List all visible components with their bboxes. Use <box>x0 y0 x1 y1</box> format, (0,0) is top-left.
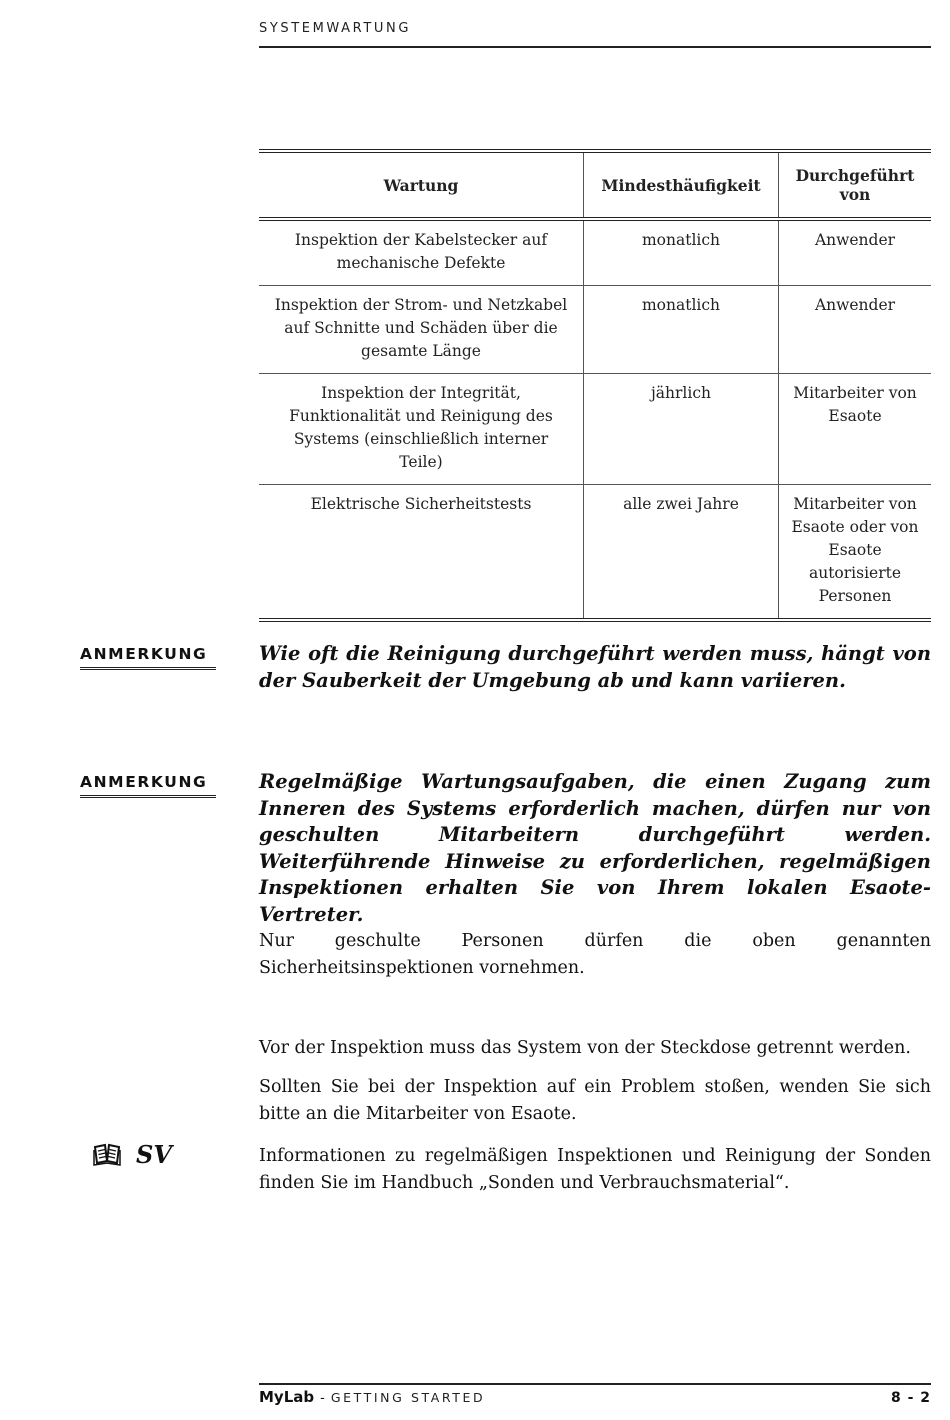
table-cell-performer: Mitarbeiter von Esaote oder von Esaote autorisierte Personen <box>779 485 932 621</box>
note-label: ANMERKUNG <box>80 773 216 798</box>
table-cell-frequency: monatlich <box>584 286 779 374</box>
guide-title: GETTING STARTED <box>330 1390 486 1405</box>
table-cell-frequency: alle zwei Jahre <box>584 485 779 621</box>
table-row <box>259 485 931 621</box>
table-cell-frequency: monatlich <box>584 219 779 286</box>
book-icon <box>92 1142 122 1166</box>
table-cell-task: Inspektion der Integrität, Funktionalität und Reinigung des Systems (einschließlich interner Teile) <box>259 374 584 485</box>
table-header-row <box>259 151 931 219</box>
page-footer <box>259 1383 931 1406</box>
maintenance-table <box>259 149 931 622</box>
manual-reference <box>92 1138 172 1170</box>
page-number: 8 - 2 <box>890 1390 931 1406</box>
table-row <box>259 286 931 374</box>
footer-separator: - <box>320 1391 325 1406</box>
table-cell-performer: Mitarbeiter von Esaote <box>779 374 932 485</box>
table-cell-task: Elektrische Sicherheitstests <box>259 485 584 621</box>
header-rule <box>259 46 931 48</box>
table-cell-task: Inspektion der Kabelstecker auf mechanische Defekte <box>259 219 584 286</box>
table-cell-performer: Anwender <box>779 286 932 374</box>
paragraph-trained-personnel: Nur geschulte Personen dürfen die oben genannten Sicherheitsinspektionen vornehmen. <box>259 931 931 978</box>
column-header-wartung: Wartung <box>259 151 584 219</box>
paragraph-probe-info: Informationen zu regelmäßigen Inspektionen und Reinigung der Sonden finden Sie im Handbuch „Sonden und Verbrauchsmaterial“. <box>259 1146 931 1193</box>
paragraph-disconnect: Vor der Inspektion muss das System von der Steckdose getrennt werden. <box>259 1038 911 1058</box>
note-text: Regelmäßige Wartungsaufgaben, die einen Zugang zum Inneren des Systems erforderlich machen, dürfen nur von geschulten Mitarbeitern durchgeführt werden. Weiterführende Hinweise zu erforderlichen, regelmäßigen Inspektionen erhalten Sie von Ihrem lokalen Esaote-Vertreter. <box>259 770 931 926</box>
table-cell-task: Inspektion der Strom- und Netzkabel auf Schnitte und Schäden über die gesamte Länge <box>259 286 584 374</box>
page-header <box>259 21 931 36</box>
column-header-frequency: Mindesthäufigkeit <box>584 151 779 219</box>
table-cell-performer: Anwender <box>779 219 932 286</box>
section-title: SYSTEMWARTUNG <box>259 21 411 36</box>
paragraph-problem: Sollten Sie bei der Inspektion auf ein Problem stoßen, wenden Sie sich bitte an die Mitarbeiter von Esaote. <box>259 1077 931 1124</box>
note-label: ANMERKUNG <box>80 645 216 670</box>
reference-label: SV <box>136 1139 172 1169</box>
note-text: Wie oft die Reinigung durchgeführt werden muss, hängt von der Sauberkeit der Umgebung ab und kann variieren. <box>259 642 931 692</box>
table-row <box>259 374 931 485</box>
column-header-performed-by: Durchgeführt von <box>779 151 932 219</box>
brand-name: MyLab <box>259 1388 315 1406</box>
table-row <box>259 219 931 286</box>
table-cell-frequency: jährlich <box>584 374 779 485</box>
footer-rule <box>259 1383 931 1385</box>
